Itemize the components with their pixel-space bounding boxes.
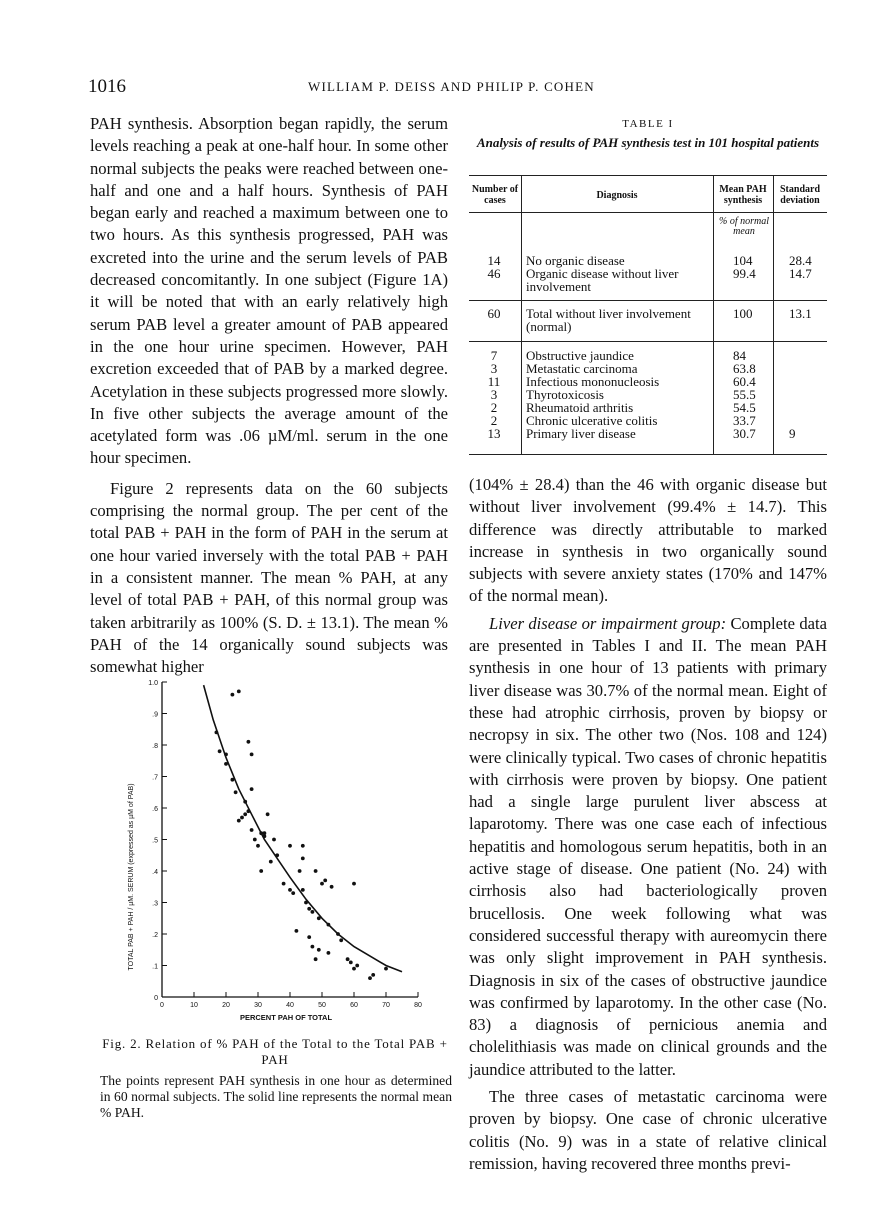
figure-caption: Fig. 2. Relation of % PAH of the Total to the Total PAB + PAH xyxy=(102,1036,448,1067)
data-point xyxy=(218,749,222,753)
y-tick-label: .1 xyxy=(152,963,158,971)
cell: 13 xyxy=(487,426,501,441)
data-point xyxy=(269,860,273,864)
x-tick-label: 40 xyxy=(286,1002,294,1009)
y-tick-label: 1.0 xyxy=(148,680,158,687)
y-tick-label: .3 xyxy=(152,900,158,908)
y-tick-label: 0 xyxy=(154,995,158,1002)
data-point xyxy=(275,853,279,857)
data-point xyxy=(371,973,375,977)
axes xyxy=(162,682,418,997)
data-point xyxy=(250,787,254,791)
data-point xyxy=(314,869,318,873)
y-ticks xyxy=(148,680,167,1002)
body-paragraph: PAH synthesis. Absorption began rapidly, the serum levels reaching a peak at one-half hour. In some other normal subjects the peaks were reached between one-half and one and a half hours. Synthesis of PAH began early and reached a maximum between one to two hours. As this synthesis progressed, PAH was excreted into the urine and the serum levels of PAB decreased concomitantly. In one subject (Figure 1A) it will be noted that with an early relatively high serum PAB level a greater amount of PAB appeared in the one hour urine specimen. However, PAH excretion exceeded that of PAB by a marked degree. Acetylation in these subjects progressed more slowly. In five other subjects the average amount of the acetylated form was .06 µM/ml. serum in the one hour specimen. xyxy=(90,114,448,468)
body-text: Complete data are presented in Tables I and II. The mean PAH synthesis in one hour of 13 patients with primary liver disease was 30.7% of the normal mean. Eight of these had atrophic cirrhosis, proven by biopsy or necropsy in six. The other two (Nos. 108 and 124) were clinically typical. Two cases of chronic hepatitis with cirrhosis were proven by biopsy. One patient had a single large purulent liver abscess at laparotomy. There was one case each of infectious hepatitis and homologous serum hepatitis, both in an active stage of disease. One patient (No. 24) with cirrhosis also had bacteriologically proven brucellosis. One week following what was considered successful therapy with aureomycin there was only slight improvement in PAH synthesis. Diagnosis in six of the cases of obstructive jaundice was confirmed by laparotomy. In the other case (No. 83) a diagnosis of pernicious anemia and cholelithiasis was made on clinical grounds and the jaundice attributed to the latter. xyxy=(469,613,827,1079)
data-point xyxy=(256,844,260,848)
x-tick-label: 60 xyxy=(350,1002,358,1009)
mean-line xyxy=(204,685,402,972)
body-paragraph: Figure 2 represents data on the 60 subjects comprising the normal group. The per cent of the total PAB + PAH in the form of PAH in the serum at one hour varied inversely with the total PAB + PAH in a consistent manner. The mean % PAH, at any level of total PAB + PAH, of this normal group was taken arbitrarily as 100% (S. D. ± 13.1). The mean % PAH of the 14 organically sound subjects was somewhat higher xyxy=(90,478,448,677)
data-point xyxy=(307,935,311,939)
cell: Infectious mononucleosis xyxy=(526,374,660,389)
data-point xyxy=(349,961,353,965)
data-point xyxy=(231,778,235,782)
data-point xyxy=(243,800,247,804)
data-point xyxy=(320,882,324,886)
data-point xyxy=(282,882,286,886)
cell: 3 xyxy=(490,361,498,376)
data-point xyxy=(311,945,315,949)
cell: 55.5 xyxy=(733,387,756,402)
x-tick-label: 20 xyxy=(222,1002,230,1009)
cell: 63.8 xyxy=(733,361,756,376)
right-column xyxy=(469,474,827,1175)
data-point xyxy=(314,957,318,961)
data-point xyxy=(346,957,350,961)
data-point xyxy=(250,753,254,757)
y-tick-label: .8 xyxy=(152,743,158,750)
data-point xyxy=(384,967,388,971)
data-point xyxy=(263,831,267,835)
cell: 2 xyxy=(490,400,498,415)
data-point xyxy=(327,923,331,927)
data-point xyxy=(301,844,305,848)
data-point xyxy=(250,828,254,832)
data-point xyxy=(240,816,244,820)
data-point xyxy=(323,879,327,883)
y-tick-label: .7 xyxy=(152,774,158,782)
data-point xyxy=(368,976,372,980)
data-point xyxy=(304,901,308,905)
page-number: 1016 xyxy=(88,76,126,97)
cell: 46 xyxy=(487,266,501,281)
x-tick-label: 30 xyxy=(254,1002,262,1009)
data-point xyxy=(336,932,340,936)
figure-note-text: The points represent PAH synthesis in one hour as determined in 60 normal subjects. The solid line represents the normal mean % PAH. xyxy=(100,1073,452,1120)
data-point xyxy=(301,888,305,892)
cell: Rheumatoid arthritis xyxy=(526,400,634,415)
table-1 xyxy=(469,175,827,455)
x-axis-label: PERCENT PAH OF TOTAL xyxy=(239,1013,333,1022)
left-column xyxy=(90,113,448,678)
body-paragraph: (104% ± 28.4) than the 46 with organic disease but without liver involvement (99.4% ± 14.7). This difference was directly attributable to marked increase in synthesis in two organically sound subjects with severe anxiety states (170% and 147% of the normal mean). xyxy=(469,475,827,606)
data-point xyxy=(317,948,321,952)
data-point xyxy=(291,891,295,895)
y-tick-label: .6 xyxy=(152,806,158,813)
x-tick-label: 50 xyxy=(318,1002,326,1009)
data-point xyxy=(288,844,292,848)
y-tick-label: .9 xyxy=(152,711,158,719)
cell: 2 xyxy=(490,413,498,428)
data-point xyxy=(355,964,359,968)
data-point xyxy=(352,967,356,971)
data-point xyxy=(301,857,305,861)
cell: Metastatic carcinoma xyxy=(526,361,638,376)
figure-2-scatter xyxy=(112,672,432,1032)
x-tick-label: 10 xyxy=(190,1002,198,1009)
cell: 3 xyxy=(490,387,498,402)
y-axis-label: TOTAL PAB + PAH / µM. SERUM (expressed as µM of PAB) xyxy=(128,783,135,971)
y-tick-label: .4 xyxy=(152,869,158,876)
data-point xyxy=(298,869,302,873)
table-title: Analysis of results of PAH synthesis test in 101 hospital patients xyxy=(476,135,820,150)
data-point xyxy=(247,740,251,744)
x-ticks xyxy=(160,992,422,1009)
cell: No organic disease xyxy=(526,253,625,268)
data-point xyxy=(272,838,276,842)
unit-note: % of normal mean xyxy=(719,216,769,237)
data-point xyxy=(311,910,315,914)
cell: 33.7 xyxy=(733,413,756,428)
cell: 9 xyxy=(789,426,796,441)
x-tick-label: 80 xyxy=(414,1002,422,1009)
data-point xyxy=(234,790,238,794)
cell: 100 xyxy=(733,306,753,321)
data-point xyxy=(237,690,241,694)
data-point xyxy=(266,812,270,816)
cell: 60.4 xyxy=(733,374,756,389)
data-point xyxy=(307,907,311,911)
cell: 14.7 xyxy=(789,266,812,281)
column-header: Diagnosis xyxy=(596,190,638,201)
cell: Chronic ulcerative colitis xyxy=(526,413,658,428)
cell: 99.4 xyxy=(733,266,756,281)
cell: Organic disease without liver involvement xyxy=(526,266,679,294)
data-point xyxy=(247,809,251,813)
data-point xyxy=(288,888,292,892)
x-tick-label: 0 xyxy=(160,1002,164,1009)
italic-lead: Liver disease or impairment group: xyxy=(489,613,727,633)
cell: Total without liver involvement (normal) xyxy=(526,306,691,334)
x-tick-label: 70 xyxy=(382,1002,390,1009)
cell: 30.7 xyxy=(733,426,756,441)
cell: 54.5 xyxy=(733,400,756,415)
cell: Primary liver disease xyxy=(526,426,636,441)
body-paragraph xyxy=(469,613,827,1081)
cell: 104 xyxy=(733,253,753,268)
cell: 84 xyxy=(733,348,746,363)
cell: 11 xyxy=(487,374,501,389)
data-point xyxy=(352,882,356,886)
data-point xyxy=(339,938,343,942)
data-point xyxy=(253,838,257,842)
cell: Obstructive jaundice xyxy=(526,348,634,363)
cell: 28.4 xyxy=(789,253,812,268)
data-point xyxy=(259,869,263,873)
y-tick-label: .2 xyxy=(152,932,158,939)
data-points xyxy=(215,690,388,981)
column-header: Number of cases xyxy=(471,184,519,206)
data-point xyxy=(224,753,228,757)
data-point xyxy=(215,731,219,735)
column-header: Mean PAH synthesis xyxy=(719,184,767,206)
cell: 60 xyxy=(487,306,501,321)
data-point xyxy=(243,812,247,816)
table-label: TABLE I xyxy=(622,118,674,130)
page-header xyxy=(88,76,828,98)
data-point xyxy=(295,929,299,933)
figure-note xyxy=(100,1073,452,1121)
body-paragraph: The three cases of metastatic carcinoma were proven by biopsy. One case of chronic ulcerative colitis (No. 9) was in a state of relative clinical remission, having recovered three months previ- xyxy=(469,1087,827,1173)
data-point xyxy=(330,885,334,889)
running-title: WILLIAM P. DEISS AND PHILIP P. COHEN xyxy=(308,79,595,94)
data-point xyxy=(317,916,321,920)
cell: 13.1 xyxy=(789,306,812,321)
data-point xyxy=(231,693,235,697)
data-point xyxy=(327,951,331,955)
data-point xyxy=(224,762,228,766)
y-tick-label: .5 xyxy=(152,837,158,845)
column-header: Standard deviation xyxy=(779,184,820,206)
cell: Thyrotoxicosis xyxy=(526,387,604,402)
data-point xyxy=(237,819,241,823)
cell: 14 xyxy=(487,253,501,268)
cell: 7 xyxy=(490,348,498,363)
